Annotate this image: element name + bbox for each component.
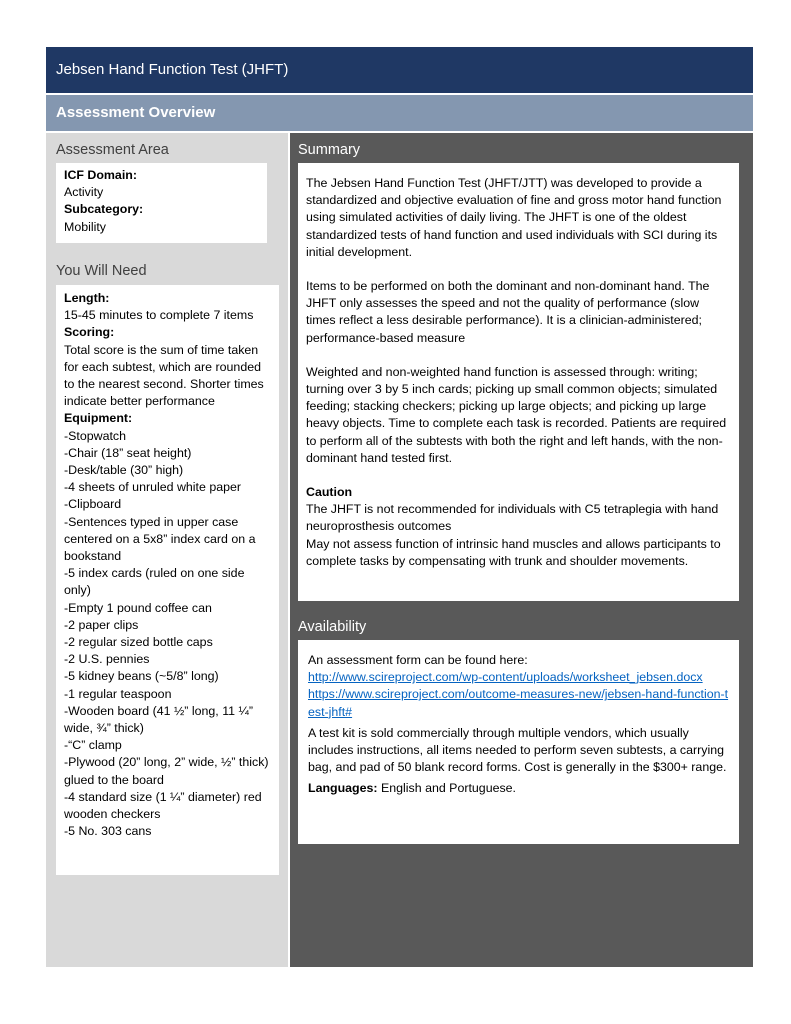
equipment-item: -Wooden board (41 ½” long, 11 ¼” wide, ¾” thick) — [64, 703, 253, 736]
equipment-item: -Sentences typed in upper case centered on a 5x8” index card on a bookstand — [64, 514, 256, 564]
title-bar — [46, 47, 753, 93]
equipment-item: -Chair (18” seat height) — [64, 445, 192, 460]
subcategory-value: Mobility — [64, 219, 106, 234]
left-column — [46, 133, 288, 967]
icf-domain-label: ICF Domain: — [64, 168, 137, 182]
scoring-value: Total score is the sum of time taken for each subtest, which are rounded to the nearest second. Shorter times indicate better performance — [64, 342, 264, 409]
caution-text: The JHFT is not recommended for individuals with C5 tetraplegia with hand neuroprosthesis outcomes — [306, 502, 719, 534]
equipment-item: -5 No. 303 cans — [64, 824, 152, 839]
equipment-item: -Empty 1 pound coffee can — [64, 600, 212, 615]
overview-heading: Assessment Overview — [56, 104, 216, 121]
equipment-item: -2 paper clips — [64, 617, 139, 632]
you-will-need-box — [56, 285, 279, 875]
assessment-area-box — [56, 163, 267, 243]
scoring-label: Scoring: — [64, 325, 115, 340]
caution-text: May not assess function of intrinsic hand muscles and allows participants to complete tasks by compensating with trunk and shoulder movements. — [306, 536, 721, 568]
equipment-item: -Plywood (20” long, 2” wide, ½” thick) glued to the board — [64, 755, 269, 787]
equipment-item: -“C” clamp — [64, 738, 122, 753]
summary-paragraph: Weighted and non-weighted hand function is assessed through: writing; turning over 3 by 5 inch cards; picking up small common objects; simulated feeding; stacking checkers; picking up large objects; and picking up large heavy objects. Time to complete each task is recorded. Patients are required to perform all of the subtests with both the right and left hands, with the non-dominant hand tested first. — [306, 364, 727, 465]
languages-line — [308, 780, 729, 797]
availability-intro: An assessment form can be found here: — [308, 653, 528, 667]
equipment-item: -4 sheets of unruled white paper — [64, 480, 242, 495]
right-column — [290, 133, 753, 967]
you-will-need-heading: You Will Need — [56, 263, 147, 279]
equipment-item: -Desk/table (30” high) — [64, 463, 184, 478]
page-title: Jebsen Hand Function Test (JHFT) — [56, 61, 289, 78]
equipment-label: Equipment: — [64, 411, 133, 426]
assessment-area-heading: Assessment Area — [56, 142, 169, 158]
worksheet-link[interactable]: http://www.scireproject.com/wp-content/uploads/worksheet_jebsen.docx — [308, 670, 703, 685]
languages-label: Languages: — [308, 781, 378, 796]
summary-paragraph: Items to be performed on both the dominant and non-dominant hand. The JHFT only assesses the speed and not the quality of performance (slow times reflect a less desirable performance). It is a clinician-administered; performance-based measure — [306, 279, 710, 345]
equipment-item: -5 index cards (ruled on one side only) — [64, 566, 245, 598]
equipment-item: -4 standard size (1 ¼” diameter) red wooden checkers — [64, 789, 262, 822]
test-kit-text: A test kit is sold commercially through multiple vendors, which usually includes instructions, all items needed to perform seven subtests, a carrying bag, and pad of 50 blank record forms. Cost is generally in the $300+ range. — [308, 725, 727, 775]
icf-domain-value: Activity — [64, 185, 104, 200]
languages-value: English and Portuguese. — [377, 781, 517, 796]
equipment-item: -1 regular teaspoon — [64, 686, 172, 701]
summary-paragraph: The Jebsen Hand Function Test (JHFT/JTT) was developed to provide a standardized and objective evaluation of fine and gross motor hand function using simulated activities of daily living. The JHFT is one of the oldest standardized tests of hand function and used individuals with SCI during its initial development. — [306, 176, 722, 259]
equipment-item: -5 kidney beans (~5/8” long) — [64, 669, 219, 684]
length-label: Length: — [64, 291, 110, 305]
equipment-item: -2 U.S. pennies — [64, 652, 150, 667]
caution-label: Caution — [306, 485, 353, 500]
equipment-item: -2 regular sized bottle caps — [64, 635, 213, 650]
equipment-item: -Clipboard — [64, 497, 122, 512]
overview-bar — [46, 95, 753, 131]
length-value: 15-45 minutes to complete 7 items — [64, 308, 254, 323]
outcome-measure-link[interactable]: https://www.scireproject.com/outcome-measures-new/jebsen-hand-function-test-jhft# — [308, 687, 729, 719]
availability-heading: Availability — [298, 619, 367, 635]
summary-box — [298, 163, 739, 601]
summary-heading: Summary — [298, 142, 361, 158]
subcategory-label: Subcategory: — [64, 202, 144, 217]
availability-box — [298, 640, 739, 844]
equipment-item: -Stopwatch — [64, 428, 126, 443]
